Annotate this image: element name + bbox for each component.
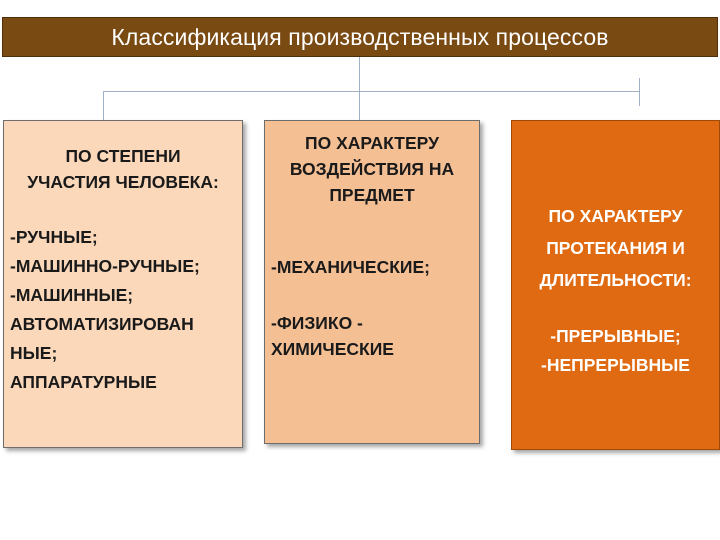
heading-line: ВОЗДЕЙСТВИЯ НА — [289, 159, 455, 179]
category-heading — [265, 130, 479, 208]
list-item: -НЕПРЕРЫВНЫЕ — [541, 355, 690, 375]
connector-trunk — [359, 57, 360, 92]
list-item: -РУЧНЫЕ; — [10, 227, 98, 247]
list-item: НЫЕ; — [10, 343, 58, 363]
category-box-human-participation — [3, 120, 243, 448]
connector-left-drop — [103, 91, 104, 120]
category-items — [265, 254, 479, 362]
connector-horizontal — [103, 91, 640, 92]
connector-right-drop — [639, 78, 640, 106]
connector-center-drop — [359, 91, 360, 120]
category-heading — [512, 200, 719, 296]
heading-line: ПО СТЕПЕНИ — [65, 146, 181, 166]
diagram-title: Классификация производственных процессов — [2, 17, 718, 57]
category-items — [512, 322, 719, 380]
heading-line: ПО ХАРАКТЕРУ — [548, 206, 683, 226]
category-heading — [4, 143, 242, 195]
category-box-impact-on-object — [264, 120, 480, 444]
list-item: -МЕХАНИЧЕСКИЕ; — [271, 257, 430, 277]
heading-line: УЧАСТИЯ ЧЕЛОВЕКА: — [27, 172, 219, 192]
list-item: АВТОМАТИЗИРОВАН — [10, 314, 194, 334]
list-item: -ПРЕРЫВНЫЕ; — [550, 326, 681, 346]
list-item: ХИМИЧЕСКИЕ — [271, 339, 394, 359]
list-item: АППАРАТУРНЫЕ — [10, 372, 157, 392]
list-item: -ФИЗИКО - — [271, 313, 363, 333]
heading-line: ПРОТЕКАНИЯ И — [546, 238, 685, 258]
category-box-flow-and-duration — [511, 120, 720, 450]
category-items — [4, 223, 242, 397]
list-item: -МАШИННО-РУЧНЫЕ; — [10, 256, 200, 276]
heading-line: ДЛИТЕЛЬНОСТИ: — [539, 270, 692, 290]
heading-line: ПРЕДМЕТ — [329, 185, 415, 205]
list-item: -МАШИННЫЕ; — [10, 285, 134, 305]
heading-line: ПО ХАРАКТЕРУ — [305, 133, 439, 153]
